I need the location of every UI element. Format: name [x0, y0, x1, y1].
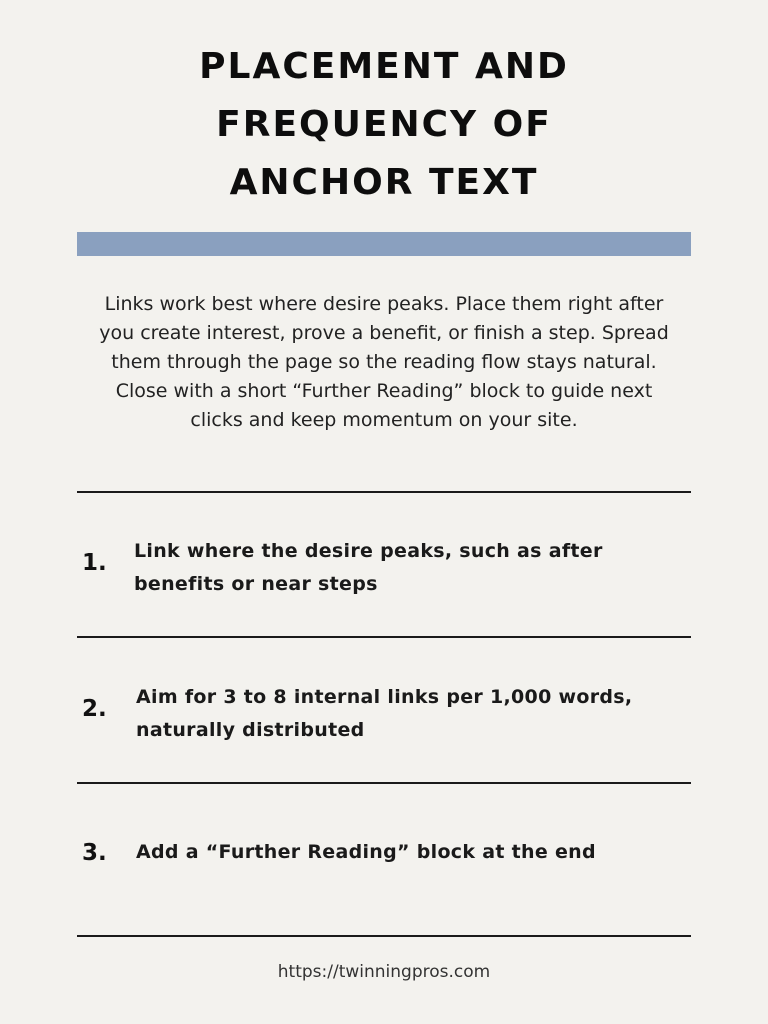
divider-line — [77, 935, 691, 937]
list-item-number: 2. — [82, 696, 107, 722]
divider-line — [77, 491, 691, 493]
title-line-3: ANCHOR TEXT — [229, 162, 539, 203]
divider-line — [77, 636, 691, 638]
title-line-1: PLACEMENT AND — [199, 46, 569, 87]
list-item-text: Link where the desire peaks, such as after benefits or near steps — [134, 540, 603, 595]
page-title — [0, 38, 768, 212]
accent-divider-bar — [77, 232, 691, 256]
list-item-text: Aim for 3 to 8 internal links per 1,000 words, naturally distributed — [136, 686, 633, 741]
title-line-2: FREQUENCY OF — [216, 104, 552, 145]
list-item-number: 3. — [82, 840, 107, 866]
list-item-text: Add a “Further Reading” block at the end — [136, 841, 596, 863]
footer-url: https://twinningpros.com — [277, 962, 491, 982]
intro-paragraph: Links work best where desire peaks. Place them right after you create interest, prove a benefit, or finish a step. Spread them through the page so the reading flow stays natural. Close with a short “Further Reading” block to guide next clicks and keep momentum on your site. — [99, 293, 669, 431]
divider-line — [77, 782, 691, 784]
list-item-number: 1. — [82, 550, 107, 576]
